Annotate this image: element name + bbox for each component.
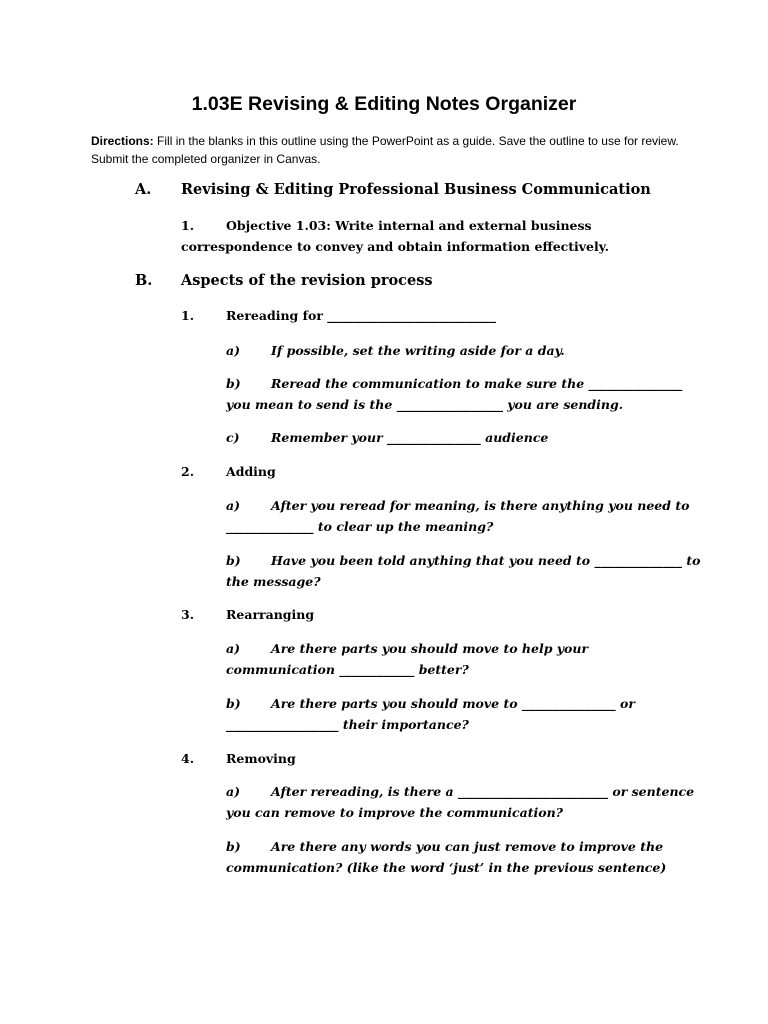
directions-text: Fill in the blanks in this outline using the PowerPoint as a guide. Save the outline to use for review. Submit the completed organizer in Canvas. [91,134,679,166]
b1-number: 1. [181,308,195,323]
section-a-item1-line2: correspondence to convey and obtain information effectively. [181,239,609,254]
b3-number: 3. [181,607,195,622]
b1b-line2: you mean to send is the _________________ you are sending. [226,397,624,412]
b3b-line2: __________________ their importance? [226,717,469,732]
b1c-text: Remember your _______________ audience [271,430,549,445]
b3b-line1: Are there parts you should move to _______________ or [271,696,635,711]
section-a-heading: Revising & Editing Professional Business Communication [181,181,651,198]
document-title: 1.03E Revising & Editing Notes Organizer [191,93,577,115]
b1a-label: a) [226,343,241,358]
b2b-label: b) [226,553,241,568]
b4a-label: a) [226,784,241,799]
b2-number: 2. [181,464,195,479]
b4-label: Removing [226,751,296,766]
b4b-line2: communication? (like the word ‘just’ in the previous sentence) [226,860,667,875]
b3b-label: b) [226,696,241,711]
b2a-label: a) [226,498,241,513]
section-a-item1-number: 1. [181,218,195,233]
b4b-label: b) [226,839,241,854]
b1b-label: b) [226,376,241,391]
b2b-line2: the message? [226,574,321,589]
b2a-line2: ______________ to clear up the meaning? [226,519,494,534]
directions [91,132,691,168]
b4a-line2: you can remove to improve the communication? [226,805,564,820]
b3a-line2: communication ____________ better? [226,662,469,677]
directions-label: Directions: [91,134,154,148]
b4-number: 4. [181,751,195,766]
b3a-label: a) [226,641,241,656]
b4b-line1: Are there any words you can just remove to improve the [271,839,664,854]
section-b-heading: Aspects of the revision process [181,272,433,289]
b3-label: Rearranging [226,607,315,622]
section-a-item1-line1: Objective 1.03: Write internal and external business [226,218,592,233]
section-b-label: B. [135,272,153,289]
b2-label: Adding [226,464,276,479]
b1-label: Rereading for ___________________________ [226,308,497,323]
b2b-line1: Have you been told anything that you need to ______________ to [271,553,701,568]
b2a-line1: After you reread for meaning, is there anything you need to [271,498,690,513]
b1a-text: If possible, set the writing aside for a day. [271,343,565,358]
b1c-label: c) [226,430,240,445]
b3a-line1: Are there parts you should move to help your [271,641,589,656]
b1b-line1: Reread the communication to make sure the _______________ [271,376,683,391]
b4a-line1: After rereading, is there a ________________________ or sentence [271,784,695,799]
section-a-label: A. [135,181,152,198]
